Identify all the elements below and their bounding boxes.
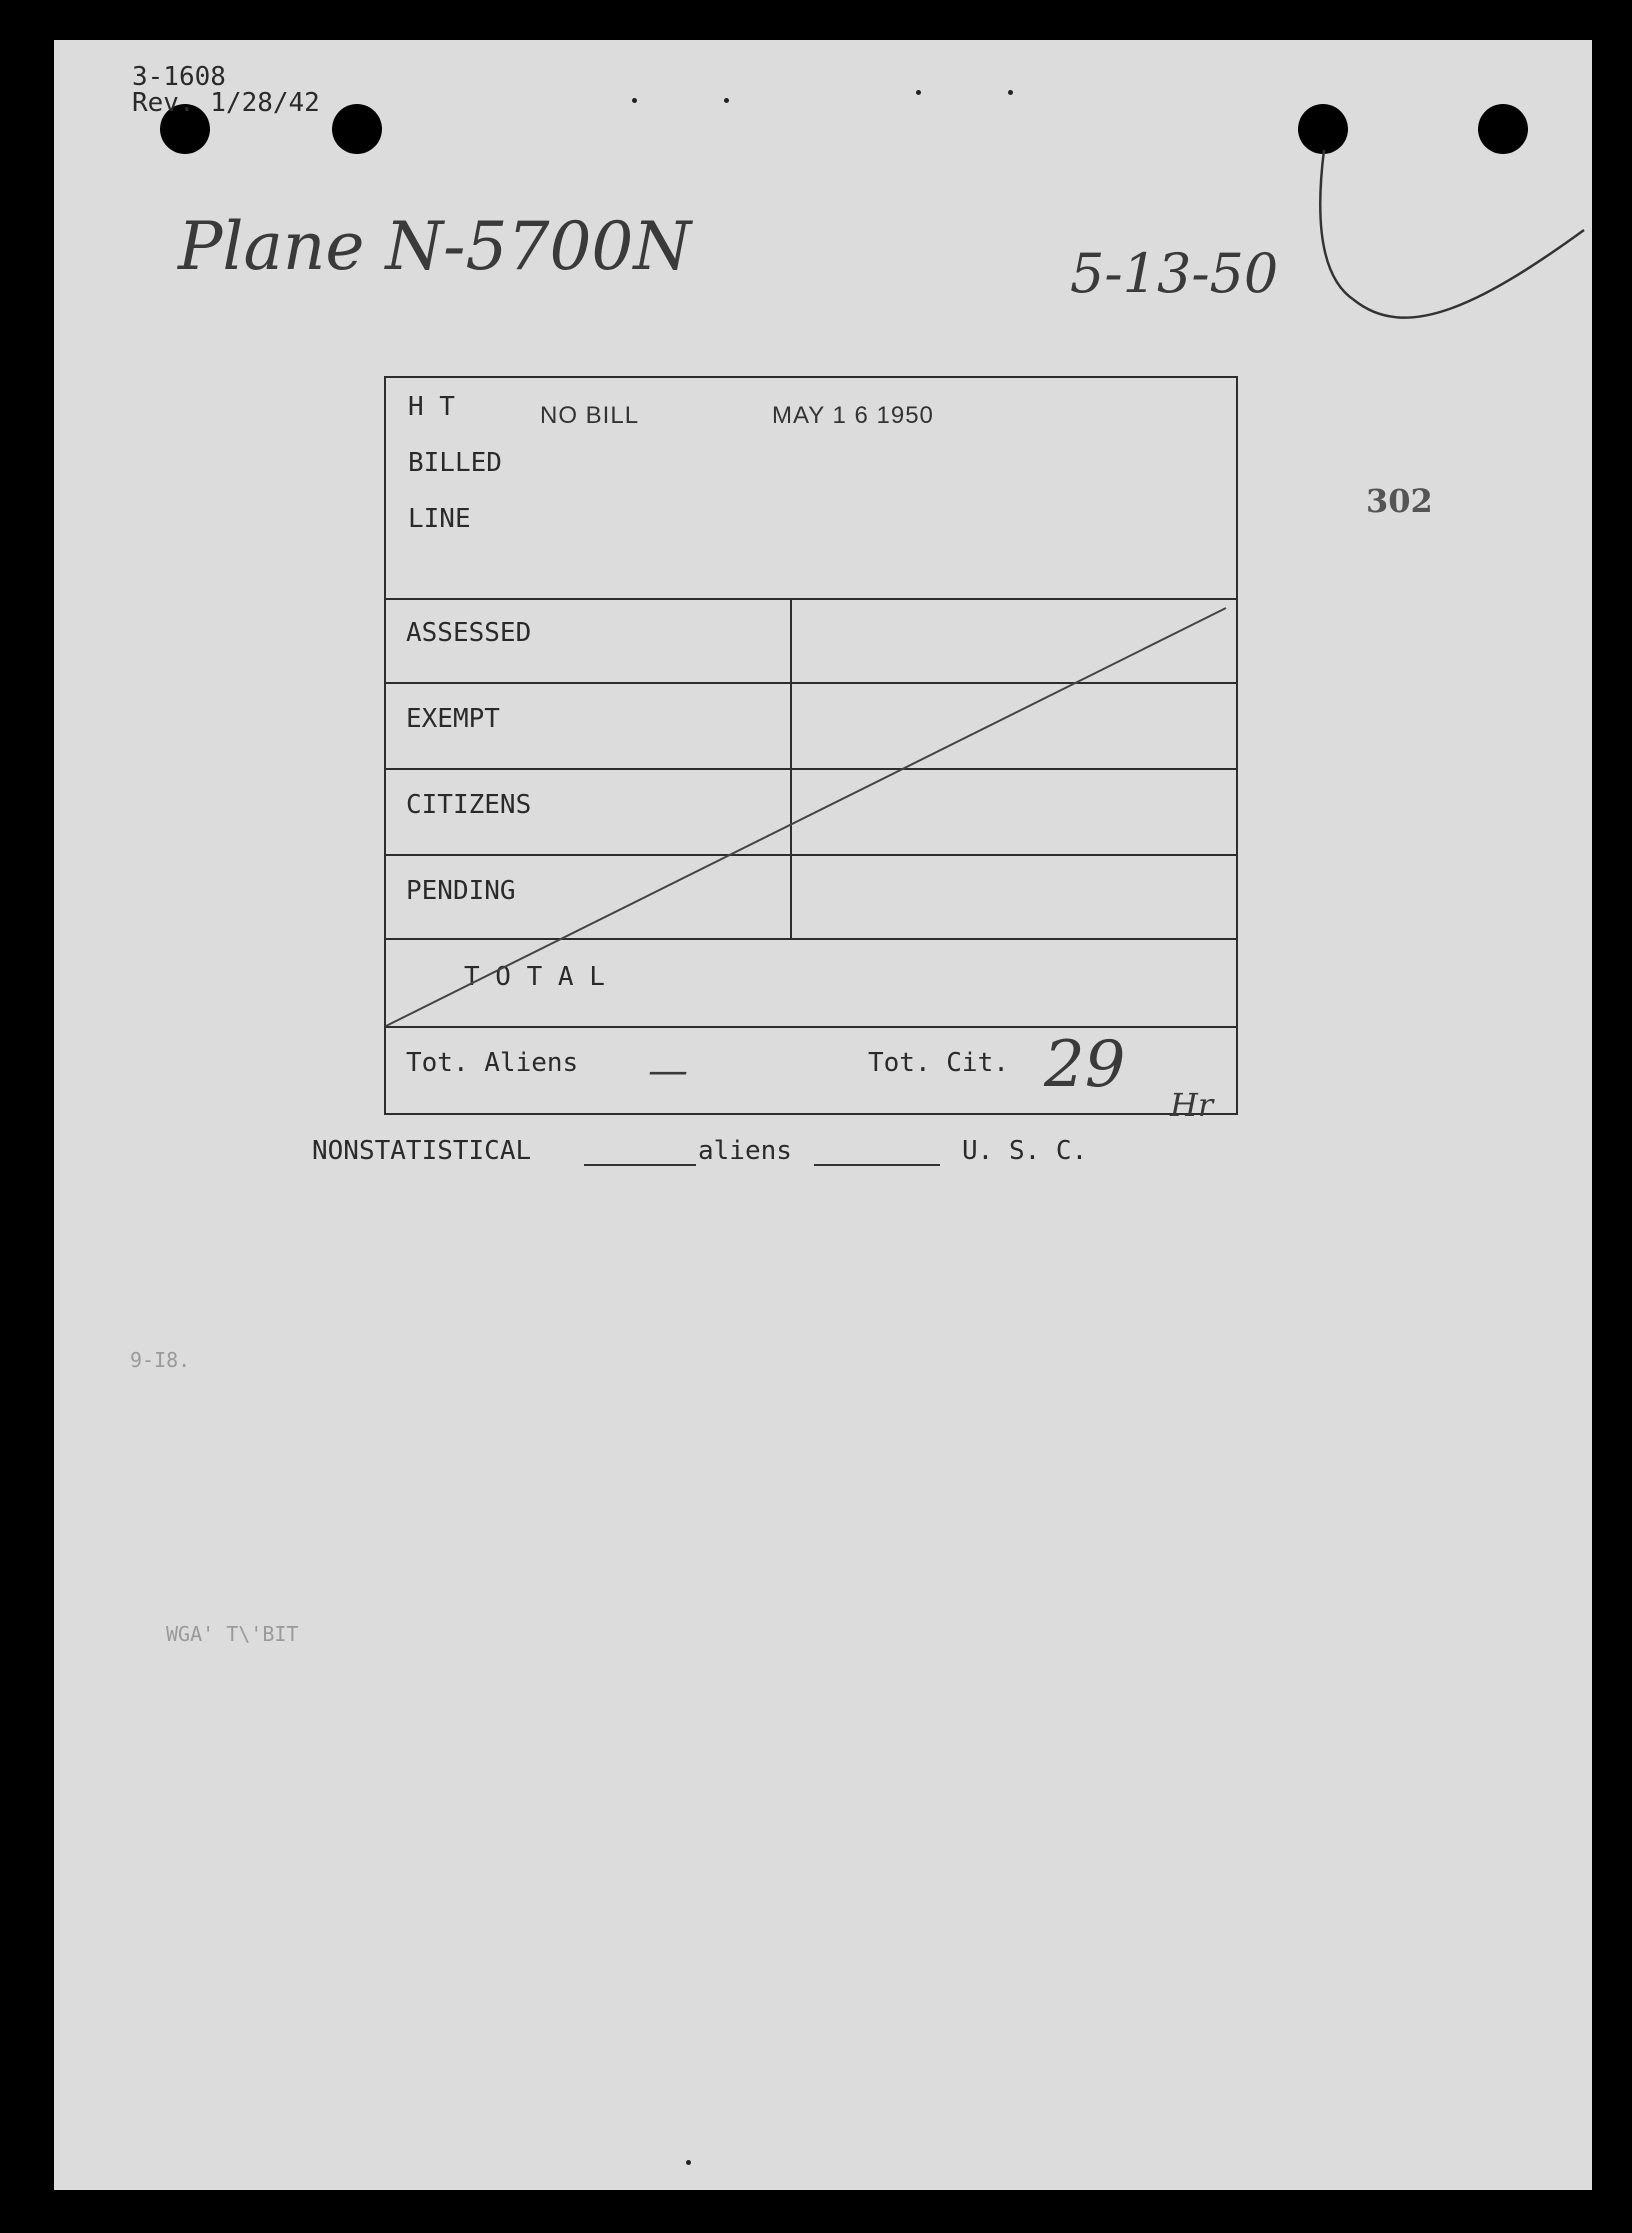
handwritten-initials: Hr <box>1170 1086 1214 1124</box>
nonstatistical-label: NONSTATISTICAL <box>312 1136 532 1166</box>
dot-mark <box>632 98 637 103</box>
form-revision: Rev. 1/28/42 <box>132 88 320 118</box>
label-ht: H T <box>408 392 455 422</box>
dot-mark <box>916 90 921 95</box>
total-label: T O T A L <box>464 962 605 992</box>
row-assessed: ASSESSED <box>406 618 532 648</box>
tot-aliens-value: — <box>648 1048 688 1094</box>
handwritten-plane-number: Plane N-5700N <box>178 208 692 285</box>
faint-mark: WGA' T\'BIT <box>166 1622 299 1646</box>
tot-cit-label: Tot. Cit. <box>868 1048 1009 1078</box>
row-pending: PENDING <box>406 876 516 906</box>
tot-aliens-label: Tot. Aliens <box>406 1048 579 1078</box>
aliens-label: aliens <box>698 1136 792 1166</box>
form-table <box>384 376 1238 1115</box>
punch-hole-2 <box>332 104 382 154</box>
diagonal-strike-line <box>384 376 1238 1115</box>
form-number: 3-1608 <box>132 62 226 92</box>
no-bill-stamp: NO BILL <box>540 402 640 429</box>
nonstatistical-blank <box>584 1164 696 1166</box>
dot-mark <box>1008 90 1013 95</box>
label-billed: BILLED <box>408 448 502 478</box>
faint-mark: 9-I8. <box>130 1348 191 1372</box>
row-citizens: CITIZENS <box>406 790 532 820</box>
aliens-blank <box>814 1164 940 1166</box>
row-exempt: EXEMPT <box>406 704 500 734</box>
handwritten-total-citizens: 29 <box>1044 1028 1126 1102</box>
page-number: 302 <box>1366 482 1433 520</box>
pen-stroke <box>1254 130 1592 370</box>
dot-mark <box>724 98 729 103</box>
usc-label: U. S. C. <box>962 1136 1088 1166</box>
handwritten-date: 5-13-50 <box>1070 242 1279 305</box>
dot-mark <box>686 2160 691 2165</box>
date-stamp: MAY 1 6 1950 <box>772 402 934 429</box>
document-page <box>54 40 1592 2190</box>
label-line: LINE <box>408 504 471 534</box>
